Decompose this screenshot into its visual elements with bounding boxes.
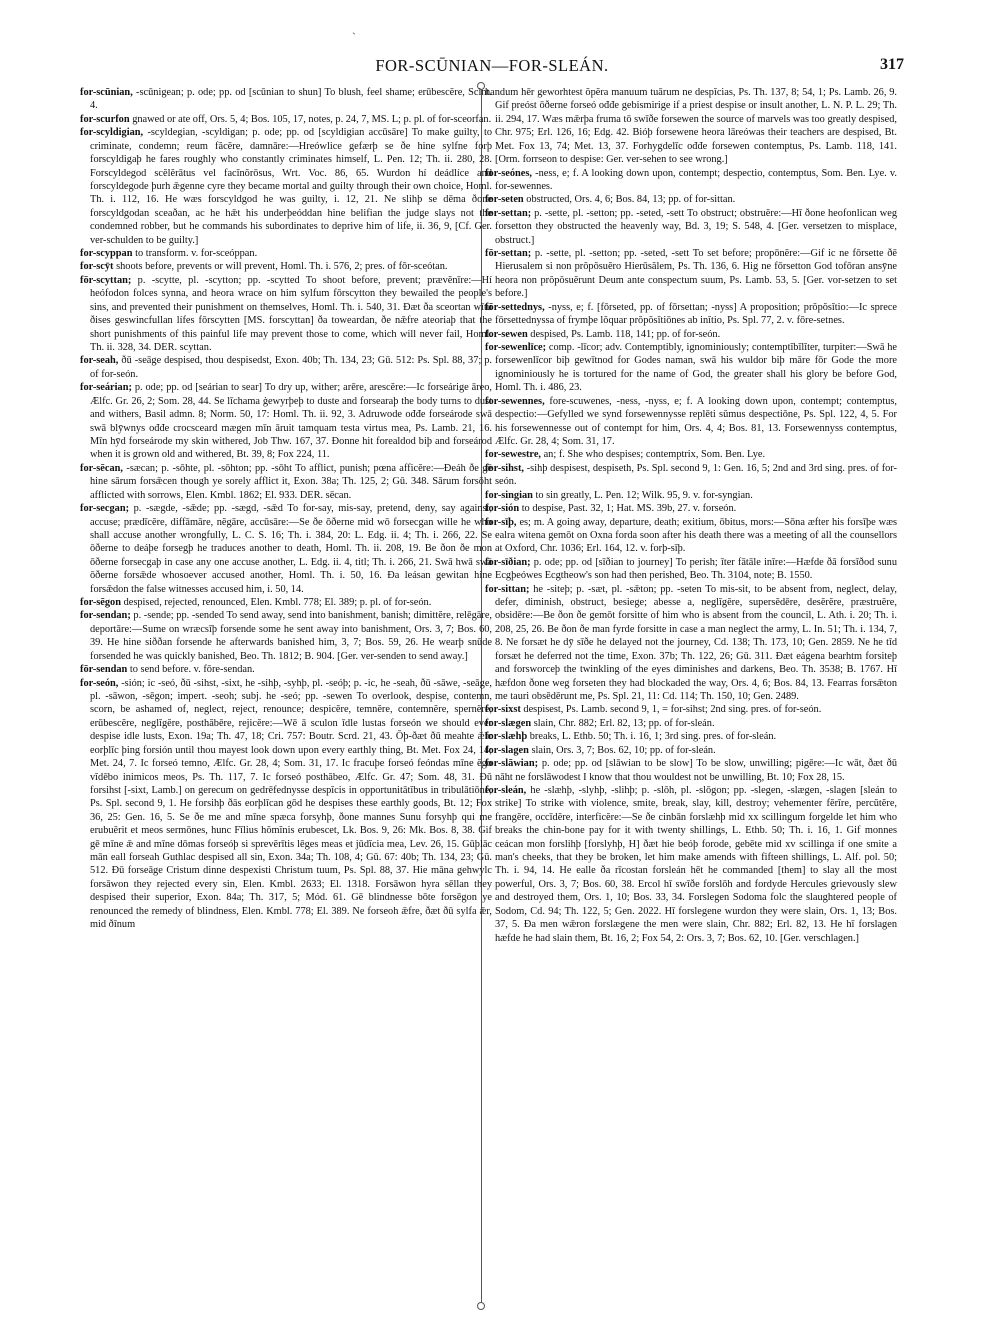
dictionary-entry xyxy=(80,609,492,663)
entry-text: p. -sende; pp. -sended To send away, send into banishment, banish; dimittĕre, relēgāre, deportāre:—Sume on wræcsīþ forsende some he sent away into banishment, Ors. 3, 7; Bos. 60, 39. He hine siððan forsende he afterwards banished him, 3, 7; Bos. 59, 26. He wearþ snūde forsended he was quickly banished, Beo. Th. 1812; B. 904. [Ger. ver-senden to send away.] xyxy=(90,610,492,662)
page-header xyxy=(80,56,904,78)
entry-headword: fōr-settan; xyxy=(485,248,532,260)
dictionary-entry xyxy=(80,274,492,355)
entry-headword: for-secgan; xyxy=(80,503,130,515)
entry-headword: for-sēgon xyxy=(80,597,121,609)
entry-headword: for-slæhþ xyxy=(485,731,528,743)
entry-headword: for-seten xyxy=(485,194,524,206)
entry-text: fore-scuwenes, -ness, -nyss, e; f. A looking down upon, contempt; contemptus, despectio:—Gefylled we synd forsewennysse replēti sŭmus despectiōne, Ps. Spl. 122, 4, 5. For his forsewennesse out of contempt for him, Ors. 4, 4; Bos. 81, 13. Forsewennyss contemptus, Ælfc. Gr. 28, 4; Som. 31, 17. xyxy=(495,395,897,447)
dictionary-entry xyxy=(485,301,897,328)
dictionary-entry xyxy=(80,663,492,676)
entry-headword: for-scyppan xyxy=(80,248,133,260)
entry-headword: for-scyldigian, xyxy=(80,127,144,139)
entry-headword: for-sewestre, xyxy=(485,449,541,461)
entry-text: slain, Chr. 882; Erl. 82, 13; pp. of for-sleán. xyxy=(533,717,715,729)
dictionary-entry xyxy=(485,556,897,583)
entry-text: to send before. v. fōre-sendan. xyxy=(129,664,255,676)
dictionary-entry xyxy=(485,717,897,730)
entry-headword: fōr-settednys, xyxy=(485,301,545,313)
entry-headword: for-scurfon xyxy=(80,113,130,125)
entry-text: es; m. A going away, departure, death; exitium, ōbitus, mors:—Sōna æfter his forsīþe wæs ealra witena gemōt on Oxna forda soon after his death there was a meeting of all the counsellors at Oxford, Chr. 1036; Erl. 164, 12. v. forþ-sīþ. xyxy=(495,516,897,555)
dictionary-entry xyxy=(80,381,492,462)
dictionary-entry xyxy=(485,583,897,704)
entry-text: comp. -līcor; adv. Contemptibly, ignominiously; contemptĭbĭlĭter, turpiter:—Swā he forsewenlīcor biþ gewītnod for Godes naman, swā his wuldor biþ māre fōr Gode the more ignominiously he is tortured for the name of God, the greater shall his glory be before God, Homl. Th. i. 486, 23. xyxy=(495,342,897,394)
dictionary-entry xyxy=(485,757,897,784)
dictionary-entry xyxy=(485,395,897,449)
entry-headword: for-settan; xyxy=(485,207,532,219)
dictionary-entry xyxy=(485,328,897,341)
entry-headword: for-seárian; xyxy=(80,382,132,394)
entry-text: -scyldegian, -scyldigan; p. ode; pp. od [scyldigian accūsāre] To make guilty, to criminate, condemn; reum făcĕre, damnāre:—Hreówlice gefærþ se ðe hine sylfne forþ forscyldigaþ he fares roughly who constantly criminates himself, L. Pen. 12; Th. ii. 280, 28. Forscyldegod scĕlĕrātus vel facĭnŏrōsus, Wrt. Voc. 86, 65. Wurdon hí deádlíce and forscyldegode þurh ǣgenne cyre they became mortal and guilty through their own choice, Homl. Th. i. 112, 16. He wæs forscyldgod he was guilty, i. 12, 21. Ne slihþ se dēma ðone forscyldgodan sceaðan, ac he hǣt his underþeóddan hine belifian the judge slays not the condemned robber, but he commands his subordinates to deprive him of life, ii. 36, 9, [Cf. Ger. ver-schulden to be guilty.] xyxy=(90,127,492,246)
entry-text: -sión; ic -seó, ðū -sihst, -sixt, he -sihþ, -syhþ, pl. -seóþ; p. -ic, he -seah, ðū -sāwe, -seāge, pl. -sāwon, -sēgon; impert. -seoh; subj. he -seó; pp. -sewen To overlook, despise, contemn, scorn, be ashamed of, neglect, reject, renounce; despicĕre, temnĕre, contemnĕre, spernĕre, erūbescĕre, neglĭgĕre, posthăbēre, rejicĕre:—Wē ā sculon īdle lustas forseón we should ever despise idle lusts, Exon. 19a; Th. 47, 18; Cri. 757: Boutr. Scrd. 21, 43. Ōþ-ðæt ðū meahte ǣlc eorþlīc þing forsión until thou mayest look down upon every earthly thing, Bt. Met. Fox 24, 14; Met. 24, 7. Ic forseó temno, Ælfc. Gr. 28, 4; Som. 31, 17. Ic fracuþe forseó feóndas mīne ĕgo vĭdēbo inimicos meos, Ps. Th. 117, 7. Ic forseó posthăbeo, Ælfc. Gr. 47; Som. 48, 31. Ðū forsihst [-sixt, Lamb.] on gerecum on gedrēfednysse despĭcis in opportunitātĭbus in tribulātiōne, Ps. Spl. second 9, 1. He forsihþ ðās eorþlīcan gōd he despises these earthly goods, Bt. 12; Fox 36, 25: Gen. 16, 5. Se ðe me and mīne spæca forsyhþ, ðone mannes Sunu forsyhþ qui me erubuĕrit et meos sermōnes, hunc Fīlius hŏmĭnis erubescet, Lk. Bos. 9, 26: Mk. Bos. 8, 38. Gif gē mīne ǣ and mīne dōmas forseóþ si sprevĕrītis lēges meas et jūdĭcia mea, Lev. 26, 15. Gūþlāc mān eall forseah Guthlac despised all sin, Exon. 34a; Th. 108, 4; Gū. 67: 40b; Th. 134, 23; Gū. 512. Ðū forseāge Cristum dinne despexisti Christum tuum, Ps. Spl. 88, 37. Hie māna gehwylc forsāwon they rejected every sin, Elen. Kmbl. 2633; El. 1318. Forsāwon hyra sēllan they despised their superior, Exon. 84a; Th. 317, 5; Mód. 61. Gē blindnesse bōte forsēgon ye renounced the remedy of blindness, Elen. Kmbl. 778; El. 389. Ne forseoh ǣfre, ðæt ðū sylfa ǣr, mid ðīnum xyxy=(90,677,492,931)
entry-headword: for-sixst xyxy=(485,704,521,716)
entry-headword: for-slāwian; xyxy=(485,758,539,770)
entry-text: -scūnigean; p. ode; pp. od [scūnian to shun] To blush, feel shame; erūbescĕre, Scint. 4. xyxy=(90,87,492,112)
entry-text: p. -sette, pl. -setton; pp. -seted, -sett To set before; propōnĕre:—Gif ic ne fōrsette ðē Hierusalem si non prŏpŏsuĕro Hierūsălem, Ps. Th. 136, 6. Hig ne fōrsetton God tofōran ansȳne heora non prŏpŏsuĕrunt Deum ante conspectum suum, Ps. Lamb. 53, 5. [Ger. vor-setzen to set before.] xyxy=(495,248,897,300)
page-number: 317 xyxy=(880,56,904,73)
entry-headword: for-scūnian, xyxy=(80,87,133,98)
entry-text: he -siteþ; p. -sæt, pl. -sǣton; pp. -seten To mis-sit, to be absent from, neglect, delay, defer, diminish, obstruct, besiege; abesse a, neglĭgĕre, supersĕdēre, desĕrĕre, præstruĕre, obsidēre:—Be ðon ðe gemōt forsitte of him who is absent from the council, L. Ath. i. 20; Th. i. 208, 25, 26. Be ðon ðe man fyrde forsitte in case a man neglect the army, L. In. 51; Th. i. 134, 7, 8. Ne forsæt he dȳ sīðe he delayed not the journey, Cd. 138; Th. 173, 10; Gen. 2859. Ne he tīd forsæt he deferred not the time, Exon. 37b; Th. 122, 26; Gū. 311. Ðæt eágena bearhtm forsiteþ and forsworceþ the twinkling of the eyes diminishes and darkens, Beo. Th. 3538; B. 1767. Hī hæfdon ðone weg forseten they had blockaded the way, Ors. 4, 6; Bos. 84, 13. Fearras forsǣton me tauri obsēdērunt me, Ps. Spl. 21, 11: Cd. 114; Th. 150, 10; Gen. 2489. xyxy=(495,583,897,702)
entry-text: to transform. v. for-sceóppan. xyxy=(135,248,258,260)
dictionary-entry xyxy=(485,193,897,206)
scan-mark: ` xyxy=(352,30,356,44)
entry-headword: for-singian xyxy=(485,489,533,501)
entry-text: p. ode; pp. od [sīðian to journey] To perish; īter fātāle inīre:—Hæfde ðā forsīðod sunu Ecgþeówes Ecgtheow's son had then perished, Beo. Th. 3104, note; B. 1550. xyxy=(495,556,897,582)
page-title: FOR-SCŪNIAN—FOR-SLEÁN. xyxy=(375,56,609,75)
entry-text: obstructed, Ors. 4, 6; Bos. 84, 13; pp. of for-sittan. xyxy=(526,194,736,206)
dictionary-entry xyxy=(485,86,897,167)
dictionary-entry xyxy=(485,207,897,247)
entry-text: -ness, e; f. A looking down upon, contempt; despectio, contemptus, Som. Ben. Lye. v. for-sewennes. xyxy=(495,167,897,192)
entry-text: p. -sægde, -sǣde; pp. -sægd, -sǣd To for-say, mis-say, pretend, deny, say against, accuse; prædīcĕre, diffāmāre, nĕgāre, accūsāre:—Se ðe ōðerne mid wō forsecgan wille he who shall accuse another wrongfully, L. C. S. 16; Th. i. 384, 20: L. Edg. ii. 4; Th. i. 266, 22. Se ōðerne to deáþe forsegþ he traduces another to death, Homl. Th. ii. 208, 19. Be ðon ðe mon ōðerne forsecgaþ in case any one accuse another, L. Edg. ii. 4, titl; Th. i. 266, 21. Swā hwā swā ōðerne forsǣde whosoever accused another, Homl. Th. i. 50, 16. Ða leásan gewitan hine forsǣdon the false witnesses accused him, i. 50, 14. xyxy=(90,503,492,595)
entry-headword: for-sihst, xyxy=(485,462,524,474)
dictionary-entry xyxy=(485,744,897,757)
entry-text: breaks, L. Ethb. 50; Th. i. 16, 1; 3rd sing. pres. of for-sleán. xyxy=(529,731,777,743)
entry-text: p. ode; pp. od [seárian to sear] To dry up, wither; arēre, arescĕre:—Ic forseárige āreo, Ælfc. Gr. 26, 2; Som. 28, 44. Se līchama ġewyrþeþ to duste and forsearaþ the body turns to dust and withers, Basil admn. 8; Norm. 50, 17: Homl. Th. ii. 92, 3. Adruwode ođđe forseárode swā swā blȳwnys ođđe crocsceard mægen mīn āruit tamquam testa virtus mea, Ps. Lamb. 21, 16. Mīn hȳd forseárode my skin withered, Job Thw. 167, 37. Ðonne hit forealdod biþ and forseárod when it is grown old and withered, Bt. 39, 8; Fox 224, 11. xyxy=(90,382,492,461)
entry-headword: for-sīþ, xyxy=(485,516,517,528)
dictionary-entry xyxy=(485,247,897,301)
entry-headword: fōr-sendan xyxy=(80,664,128,676)
entry-text: despised, Ps. Lamb. 118, 141; pp. of for-seón. xyxy=(530,328,721,340)
entry-headword: for-slagen xyxy=(485,744,529,756)
entry-headword: for-seónes, xyxy=(485,167,533,179)
entry-text: gnawed or ate off, Ors. 5, 4; Bos. 105, 17, notes, p. 24, 7, MS. L; p. pl. of for-sceorfan. xyxy=(132,113,492,125)
entry-headword: fōr-scyttan; xyxy=(80,274,132,286)
dictionary-entry xyxy=(485,516,897,556)
dictionary-entry xyxy=(485,730,897,743)
entry-text: slain, Ors. 3, 7; Bos. 62, 10; pp. of for-sleán. xyxy=(531,744,716,756)
entry-text: p. -sette, pl. -setton; pp. -seted, -sett To obstruct; obstruĕre:—Hī ðone heofonlican weg forsetton they obstructed the heavenly way, Bd. 3, 19; S. 548, 4. [Ger. versetzen to misplace, obstruct.] xyxy=(495,207,897,246)
entry-headword: for-sewenlīce; xyxy=(485,342,547,354)
entry-text: handum hēr geworhtest ŏpĕra manuum tuārum ne despĭcias, Ps. Th. 137, 8; 54, 1; Ps. Lamb. 26, 9. Gif preóst ōðerne forseó ođđe gebismirige if a priest despise or insult another, L. N. P. L. 29; Th. ii. 294, 17. Wæs mǣrþa fruma tō swīðe forsewen the source of marvels was too greatly despised, Chr. 975; Erl. 126, 16; Edg. 42. Bióþ forsewene heora lāreówas their teachers are despised, Bt. Met. Fox 13, 74; Met. 13, 37. Forhygdelīc ođđe forsewen contemptus, Ps. Lamb. 118, 141. [Orm. forrseon to despise: Ger. ver-sehen to see wrong.] xyxy=(485,87,897,166)
entry-text: to sin greatly, L. Pen. 12; Wilk. 95, 9. v. for-syngian. xyxy=(535,489,753,501)
entry-headword: for-sewennes, xyxy=(485,395,545,407)
entry-text: shoots before, prevents or will prevent, Homl. Th. i. 576, 2; pres. of fōr-sceótan. xyxy=(116,261,448,273)
dictionary-entry xyxy=(80,462,492,502)
entry-text: -sæcan; p. -sōhte, pl. -sōhton; pp. -sōht To afflict, punish; pœna afficĕre:—Ðeáh ðe gē hine sārum forsǣcen though ye sorely afflict it, Exon. 38a; Th. 125, 2; Gū. 348. Sārum forsōht afflicted with sorrows, Elen. Kmbl. 1862; El. 933. DER. sēcan. xyxy=(90,462,492,501)
entry-headword: for-sleán, xyxy=(485,784,527,796)
entry-text: to despise, Past. 32, 1; Hat. MS. 39b, 27. v. forseón. xyxy=(521,503,737,515)
entry-text: despisest, Ps. Lamb. second 9, 1, = for-sihst; 2nd sing. pres. of for-seón. xyxy=(523,704,822,716)
dictionary-entry xyxy=(485,502,897,515)
left-column xyxy=(80,86,492,1306)
entry-headword: for-seah, xyxy=(80,355,119,367)
dictionary-entry xyxy=(80,113,492,126)
entry-text: p. ode; pp. od [slāwian to be slow] To be slow, unwilling; pigēre:—Ic wāt, ðæt ðū nāht ne forslāwodest I know that thou wouldest not be unwilling, Bt. 10; Fox 28, 15. xyxy=(495,758,897,783)
dictionary-entry xyxy=(80,502,492,596)
entry-text: he -slæhþ, -slyhþ, -slihþ; p. -slōh, pl. -slōgon; pp. -slegen, -slægen, -slagen [sleán to strike] To strike with violence, smite, break, slay, kill, destroy; vehementer fĕrīre, percŭtĕre, frangĕre, occīdĕre, interficĕre:—Se ðe cinbān forslæhþ mid xx scillingum forgelde let him who breaks the chin-bone pay for it with twenty shillings, L. Ethb. 50; Th. i. 16, 1. Gif monnes ceácan mon forslihþ [forslyhþ, H] ðæt hie beóþ forode, gebēte mid xv scillinga if one smite a man's cheeks, that they be broken, let him make amends with fifteen shillings, L. Alf. pol. 50; Th. i. 94, 14. He ealle ða rīcostan forsleán hēt he commanded [them] to slay all the most powerful, Ors. 3, 7; Bos. 60, 38. Ercol hī swīðe forslōh and fordyde Hercules grievously slew and destroyed them, Ors. 1, 10; Bos. 33, 34. Forslegen Sodoma folc the slaughtered people of Sodom, Cd. 94; Th. 122, 5; Gen. 2022. Hī forslegene wurdon they were slain, Ors. 1, 13; Bos. 37, 5. Ða men wǣron forslægene the men were slain, Chr. 882; Erl. 82, 13. He hī forslagen hæfde he had slain them, Bt. 16, 2; Fox 54, 2: Ors. 3, 7; Bos. 62, 10. [Ger. verschlagen.] xyxy=(495,784,897,944)
dictionary-entry xyxy=(485,703,897,716)
entry-headword: for-scȳt xyxy=(80,261,114,273)
dictionary-entry xyxy=(485,341,897,395)
dictionary-entry xyxy=(485,784,897,945)
dictionary-entry xyxy=(80,354,492,381)
dictionary-entry xyxy=(485,448,897,461)
entry-headword: for-seón, xyxy=(80,677,119,689)
entry-text: an; f. She who despises; contemptrix, Som. Ben. Lye. xyxy=(543,449,766,461)
entry-text: -nyss, e; f. [fōrseted, pp. of fōrsettan; -nyss] A proposition; prŏpŏsĭtio:—Ic sprece fōrsettednyssa of frymþe lŏquar prŏpŏsĭtiōnes ab inĭtio, Ps. Spl. 77, 2. v. fōre-setnes. xyxy=(495,301,897,327)
dictionary-entry xyxy=(80,260,492,273)
entry-text: ðū -seāge despised, thou despisedst, Exon. 40b; Th. 134, 23; Gū. 512: Ps. Spl. 88, 37; p. of for-seón. xyxy=(90,355,492,380)
entry-headword: for-sión xyxy=(485,503,520,515)
entry-headword: for-sittan; xyxy=(485,583,530,595)
entry-headword: for-sewen xyxy=(485,328,528,340)
entry-headword: for-sēcan, xyxy=(80,462,123,474)
dictionary-entry xyxy=(80,126,492,247)
entry-headword: for-sīðian; xyxy=(485,556,531,568)
entry-text: despised, rejected, renounced, Elen. Kmbl. 778; El. 389; p. pl. of for-seón. xyxy=(123,597,432,609)
right-column xyxy=(485,86,897,1306)
dictionary-entry xyxy=(485,462,897,489)
dictionary-entry xyxy=(80,677,492,932)
entry-headword: for-slægen xyxy=(485,717,532,729)
entry-text: -sihþ despisest, despiseth, Ps. Spl. second 9, 1: Gen. 16, 5; 2nd and 3rd sing. pres. of for-seón. xyxy=(495,462,897,488)
entry-headword: for-sendan; xyxy=(80,610,131,622)
dictionary-entry xyxy=(80,596,492,609)
dictionary-entry xyxy=(485,167,897,194)
entry-text: p. -scytte, pl. -scytton; pp. -scytted To shoot before, prevent; prævĕnīre:—Hí heófodon folces synna, and heora wrace on him sylfum fōrscytton they bewailed the people's sins, and prevented their punishment on themselves, Homl. Th. i. 540, 31. Ðæt ða sceortan wītu ðises geswincfullan lífes fōrscytten [MS. forscyttan] ða toweardan, ðe nǣfre ateoriaþ that the short punishments of this painful life may prevent those to come, which will never fail, Homl. Th. ii. 328, 34. DER. scyttan. xyxy=(90,274,492,354)
dictionary-entry xyxy=(485,489,897,502)
dictionary-entry xyxy=(80,247,492,260)
dictionary-entry xyxy=(80,86,492,113)
